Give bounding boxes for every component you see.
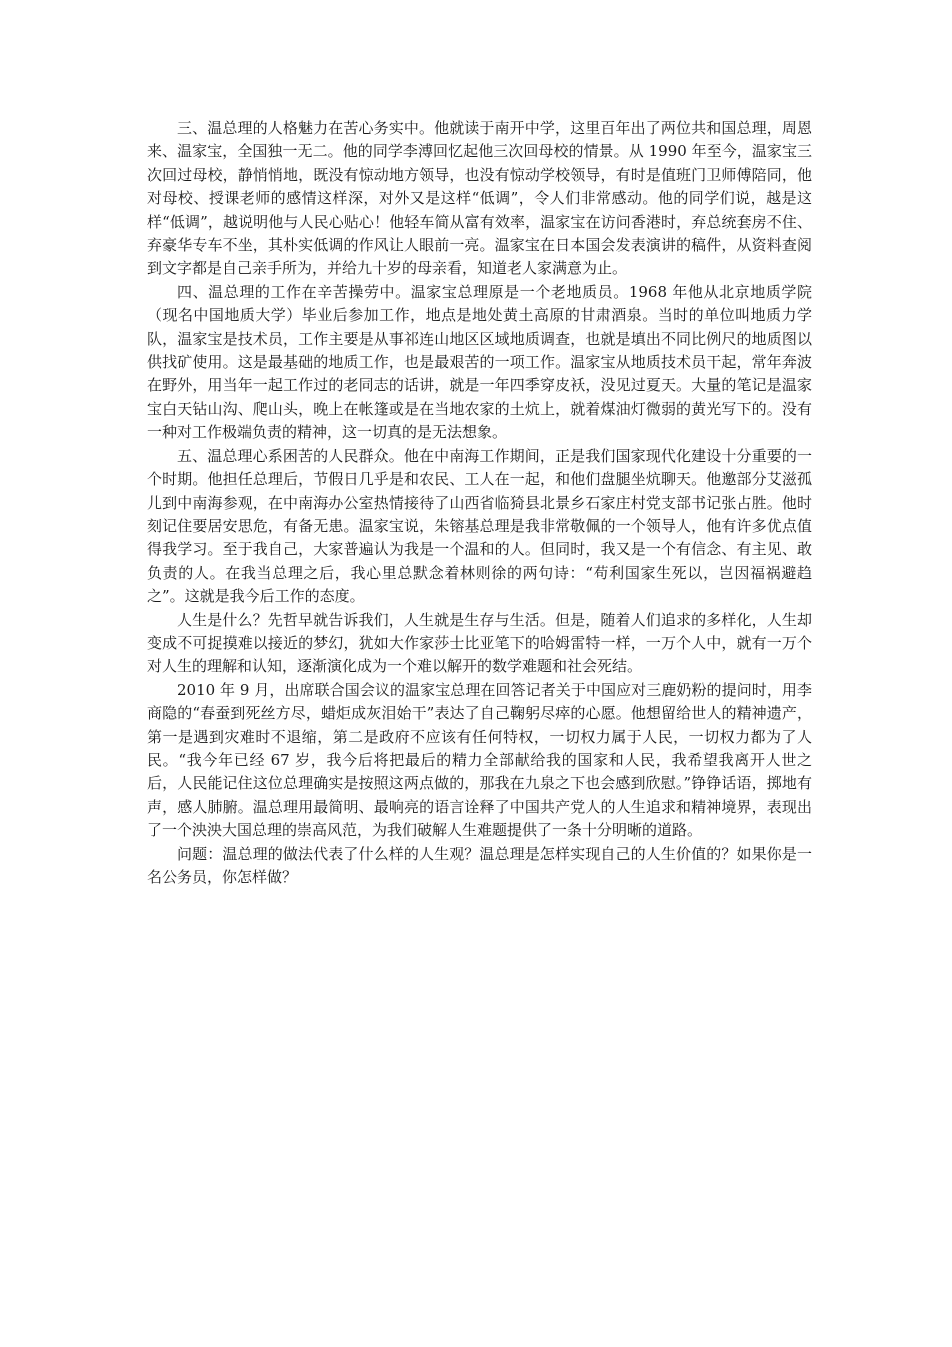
paragraph-charisma: 三、温总理的人格魅力在苦心务实中。他就读于南开中学，这里百年出了两位共和国总理，周恩来、温家宝，全国独一无二。他的同学李溥回忆起他三次回母校的情景。从 1990 年至今，温家宝三次回过母校，静悄悄地，既没有惊动地方领导，也没有惊动学校领导，有时是值班门卫师傅陪同，他对母校、授课老师的感情这样深，对外又是这样“低调”，令人们非常感动。他的同学们说，越是这样“低调”，越说明他与人民心贴心！他轻车简从富有效率，温家宝在访问香港时，弃总统套房不住、弃豪华专车不坐，其朴实低调的作风让人眼前一亮。温家宝在日本国会发表演讲的稿件，从资料查阅到文字都是自己亲手所为，并给九十岁的母亲看，知道老人家满意为止。 xyxy=(147,119,812,278)
paragraph-concern-for-people: 五、温总理心系困苦的人民群众。他在中南海工作期间，正是我们国家现代化建设十分重要的一个时期。他担任总理后，节假日几乎是和农民、工人在一起，和他们盘腿坐炕聊天。他邀部分艾滋孤儿到中南海参观，在中南海办公室热情接待了山西省临猗县北景乡石家庄村党支部书记张占胜。他时刻记住要居安思危，有备无患。温家宝说，朱镕基总理是我非常敬佩的一个领导人，他有许多优点值得我学习。至于我自己，大家普遍认为我是一个温和的人。但同时，我又是一个有信念、有主见、敢负责的人。在我当总理之后，我心里总默念着林则徐的两句诗：“苟利国家生死以，岂因福祸避趋之”。这就是我今后工作的态度。 xyxy=(147,446,812,606)
paragraph-what-is-life: 人生是什么？先哲早就告诉我们，人生就是生存与生活。但是，随着人们追求的多样化，人生却变成不可捉摸难以接近的梦幻，犹如大作家莎士比亚笔下的哈姆雷特一样，一万个人中，就有一万个对人生的理解和认知，逐渐演化成为一个难以解开的数学难题和社会死结。 xyxy=(147,610,812,676)
document-body xyxy=(147,117,812,889)
paragraph-hard-work: 四、温总理的工作在辛苦操劳中。温家宝总理原是一个老地质员。1968 年他从北京地质学院（现名中国地质大学）毕业后参加工作，地点是地处黄土高原的甘肃酒泉。当时的单位叫地质力学队，温家宝是技术员，工作主要是从事祁连山地区区域地质调查，也就是填出不同比例尺的地质图以供找矿使用。这是最基础的地质工作，也是最艰苦的一项工作。温家宝从地质技术员干起，常年奔波在野外，用当年一起工作过的老同志的话讲，就是一年四季穿皮袄，没见过夏天。大量的笔记是温家宝白天钻山沟、爬山头，晚上在帐篷或是在当地农家的土炕上，就着煤油灯微弱的黄光写下的。没有一种对工作极端负责的精神，这一切真的是无法想象。 xyxy=(147,282,812,442)
paragraph-2010-speech: 2010 年 9 月，出席联合国会议的温家宝总理在回答记者关于中国应对三鹿奶粉的提问时，用李商隐的“春蚕到死丝方尽，蜡炬成灰泪始干”表达了自己鞠躬尽瘁的心愿。他想留给世人的精神遗产，第一是遇到灾难时不退缩，第二是政府不应该有任何特权，一切权力属于人民，一切权力都为了人民。“我今年已经 67 岁，我今后将把最后的精力全部献给我的国家和人民，我希望我离开人世之后，人民能记住这位总理确实是按照这两点做的，那我在九泉之下也会感到欣慰。”铮铮话语，掷地有声，感人肺腑。温总理用最简明、最响亮的语言诠释了中国共产党人的人生追求和精神境界，表现出了一个泱泱大国总理的崇高风范，为我们破解人生难题提供了一条十分明晰的道路。 xyxy=(147,680,812,840)
paragraph-question: 问题：温总理的做法代表了什么样的人生观？温总理是怎样实现自己的人生价值的？如果你是一名公务员，你怎样做？ xyxy=(147,844,812,886)
